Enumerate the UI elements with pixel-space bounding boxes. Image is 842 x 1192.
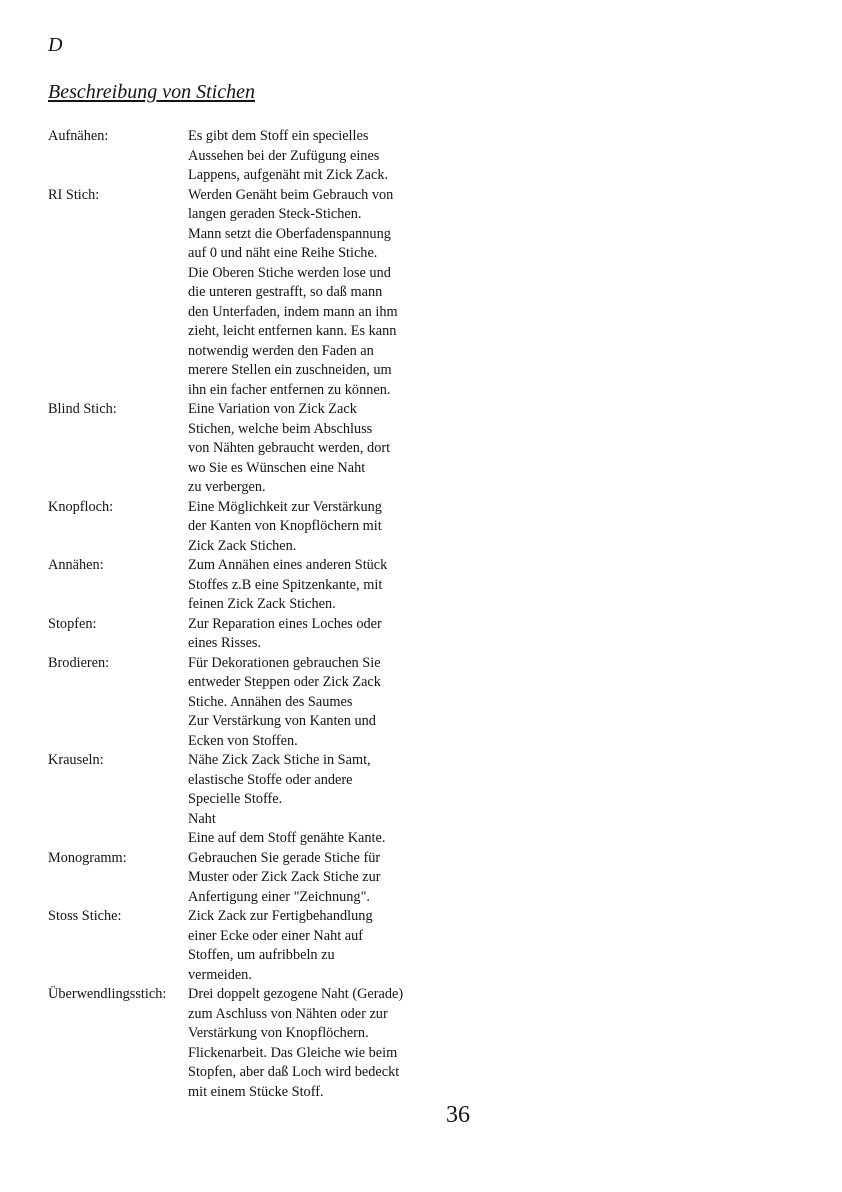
description-line: Naht xyxy=(188,810,216,827)
description-line: Werden Genäht beim Gebrauch von xyxy=(188,186,394,203)
description-line: Stoffen, um aufribbeln zu xyxy=(188,947,335,963)
stitch-description xyxy=(188,849,468,908)
page-title: Beschreibung von Stichen xyxy=(48,81,255,103)
stitch-description xyxy=(188,615,468,654)
description-line: entweder Steppen oder Zick Zack xyxy=(188,674,381,690)
stitch-term: Aufnähen: xyxy=(48,128,109,144)
description-line: einer Ecke oder einer Naht auf xyxy=(188,927,364,944)
description-line: Zick Zack zur Fertigbehandlung xyxy=(188,908,373,924)
description-line: elastische Stoffe oder andere xyxy=(188,771,353,788)
description-line: Eine auf dem Stoff genähte Kante. xyxy=(188,830,386,846)
description-line: Mann setzt die Oberfadenspannung xyxy=(188,225,391,242)
stitch-description xyxy=(188,400,468,498)
description-line: ihn ein facher entfernen zu können. xyxy=(188,381,391,398)
stitch-term: Stoss Stiche: xyxy=(48,908,122,924)
description-line: Gebrauchen Sie gerade Stiche für xyxy=(188,849,381,866)
description-line: Zur Reparation eines Loches oder xyxy=(188,615,382,632)
description-line: Verstärkung von Knopflöchern. xyxy=(188,1025,369,1041)
stitch-entry xyxy=(48,849,468,908)
description-line: zieht, leicht entfernen kann. Es kann xyxy=(188,323,397,339)
stitch-description xyxy=(188,127,468,186)
description-line: Anfertigung einer "Zeichnung". xyxy=(188,888,370,905)
stitch-description xyxy=(188,751,468,849)
description-line: Eine Variation von Zick Zack xyxy=(188,401,357,417)
description-line: Specielle Stoffe. xyxy=(188,791,283,807)
description-line: Eine Möglichkeit zur Verstärkung xyxy=(188,498,382,515)
stitch-term: Knopfloch: xyxy=(48,498,114,515)
description-line: notwendig werden den Faden an xyxy=(188,342,374,359)
description-line: von Nähten gebraucht werden, dort xyxy=(188,440,391,456)
stitch-description xyxy=(188,498,468,557)
description-line: Stoffes z.B eine Spitzenkante, mit xyxy=(188,576,383,593)
stitch-entry xyxy=(48,498,468,557)
description-line: Zum Annähen eines anderen Stück xyxy=(188,557,388,573)
description-line: Flickenarbeit. Das Gleiche wie beim xyxy=(188,1044,398,1061)
stitch-entry xyxy=(48,654,468,752)
stitch-entry xyxy=(48,556,468,615)
stitch-term: Annähen: xyxy=(48,557,104,573)
description-line: Die Oberen Stiche werden lose und xyxy=(188,264,391,281)
description-line: Lappens, aufgenäht mit Zick Zack. xyxy=(188,167,389,183)
stitch-term: Blind Stich: xyxy=(48,401,117,417)
description-line: zum Aschluss von Nähten oder zur xyxy=(188,1005,388,1022)
description-line: Aussehen bei der Zufügung eines xyxy=(188,147,380,164)
stitch-entry xyxy=(48,615,468,654)
stitch-description xyxy=(188,186,468,401)
stitch-entry xyxy=(48,751,468,849)
page-number: 36 xyxy=(446,1102,470,1128)
description-line: die unteren gestrafft, so daß mann xyxy=(188,284,383,300)
stitch-entry xyxy=(48,985,468,1102)
stitch-term: RI Stich: xyxy=(48,186,100,203)
description-line: Stiche. Annähen des Saumes xyxy=(188,693,353,710)
description-line: zu verbergen. xyxy=(188,479,266,495)
stitch-description xyxy=(188,654,468,752)
description-line: wo Sie es Wünschen eine Naht xyxy=(188,459,366,476)
description-line: Stichen, welche beim Abschluss xyxy=(188,420,373,437)
stitch-term: Krauseln: xyxy=(48,752,104,768)
stitch-entry xyxy=(48,127,468,186)
stitch-entry xyxy=(48,907,468,985)
stitch-term: Brodieren: xyxy=(48,654,110,671)
description-line: langen geraden Steck-Stichen. xyxy=(188,206,362,222)
description-line: der Kanten von Knopflöchern mit xyxy=(188,518,382,534)
description-line: Für Dekorationen gebrauchen Sie xyxy=(188,654,381,671)
description-line: mit einem Stücke Stoff. xyxy=(188,1083,324,1100)
description-line: feinen Zick Zack Stichen. xyxy=(188,596,336,612)
description-line: Zur Verstärkung von Kanten und xyxy=(188,713,376,729)
stitch-description xyxy=(188,556,468,615)
description-line: Ecken von Stoffen. xyxy=(188,732,298,749)
description-line: den Unterfaden, indem mann an ihm xyxy=(188,303,398,320)
section-letter: D xyxy=(48,34,63,56)
stitch-entry xyxy=(48,400,468,498)
stitch-description xyxy=(188,985,468,1102)
description-line: auf 0 und näht eine Reihe Stiche. xyxy=(188,245,378,261)
description-line: merere Stellen ein zuschneiden, um xyxy=(188,362,392,378)
description-line: vermeiden. xyxy=(188,966,252,983)
description-line: Muster oder Zick Zack Stiche zur xyxy=(188,869,381,885)
stitch-entry xyxy=(48,186,468,401)
stitch-description xyxy=(188,907,468,985)
stitch-description-list xyxy=(48,127,468,1102)
stitch-term: Monogramm: xyxy=(48,849,127,866)
description-line: Drei doppelt gezogene Naht (Gerade) xyxy=(188,986,404,1002)
description-line: Zick Zack Stichen. xyxy=(188,537,297,554)
description-line: Es gibt dem Stoff ein specielles xyxy=(188,128,369,144)
stitch-term: Überwendlingsstich: xyxy=(48,986,167,1002)
stitch-term: Stopfen: xyxy=(48,615,97,632)
description-line: eines Risses. xyxy=(188,635,262,651)
description-line: Stopfen, aber daß Loch wird bedeckt xyxy=(188,1064,400,1080)
description-line: Nähe Zick Zack Stiche in Samt, xyxy=(188,752,371,768)
